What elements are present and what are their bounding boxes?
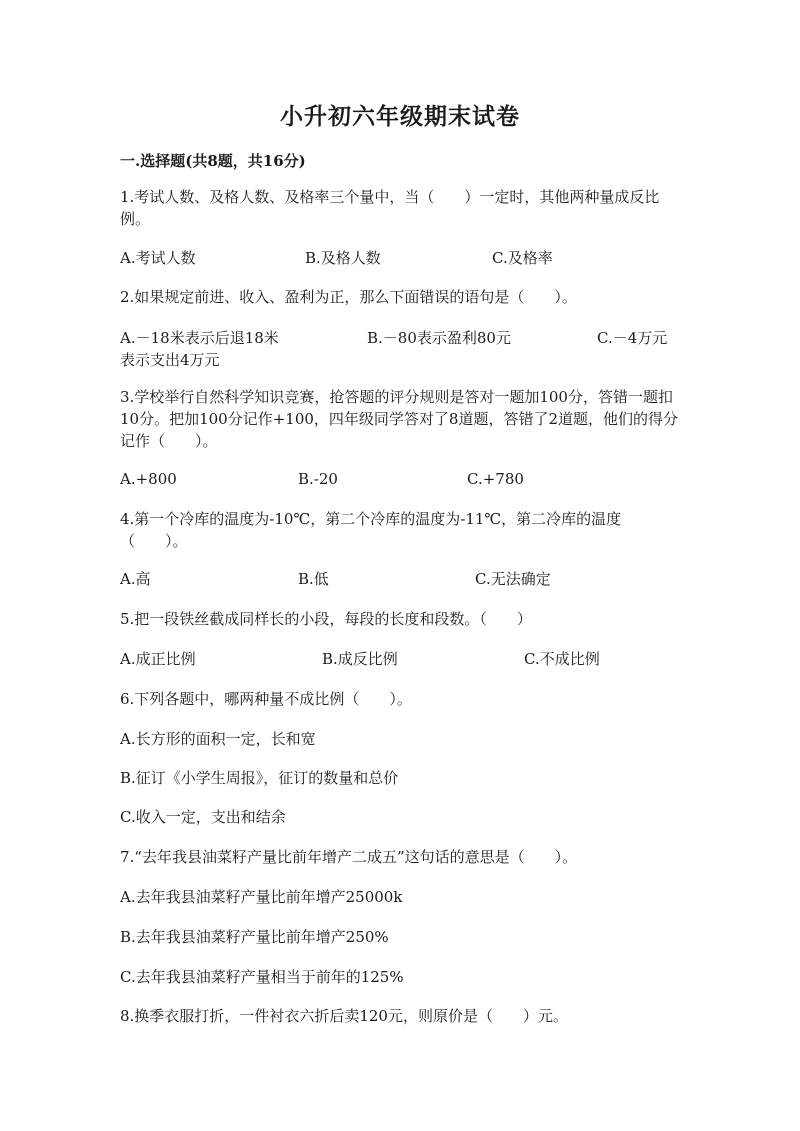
question-4-stem: 4.第一个冷库的温度为-10℃，第二个冷库的温度为-11℃，第二冷库的温度（ ）。 bbox=[120, 510, 622, 550]
section-heading: 一.选择题(共8题，共16分) bbox=[120, 152, 306, 170]
question-6-stem: 6.下列各题中，哪两种量不成比例（ ）。 bbox=[120, 690, 412, 708]
page-title: 小升初六年级期末试卷 bbox=[280, 103, 520, 130]
question-5-option-a[interactable]: A.成正比例 bbox=[120, 650, 196, 668]
question-8-stem: 8.换季衣服打折，一件衬衣六折后卖120元，则原价是（ ）元。 bbox=[120, 1007, 568, 1025]
question-2-option-c-continued: 表示支出4万元 bbox=[120, 351, 220, 369]
question-1-option-b[interactable]: B.及格人数 bbox=[305, 249, 381, 267]
question-7-option-a[interactable]: A.去年我县油菜籽产量比前年增产25000k bbox=[120, 888, 403, 906]
question-2-stem: 2.如果规定前进、收入、盈利为正，那么下面错误的语句是（ ）。 bbox=[120, 288, 577, 306]
question-4-option-b[interactable]: B.低 bbox=[298, 570, 329, 588]
question-6-option-b[interactable]: B.征订《小学生周报》，征订的数量和总价 bbox=[120, 769, 399, 787]
question-3-option-a[interactable]: A.+800 bbox=[120, 470, 177, 488]
question-1-option-c[interactable]: C.及格率 bbox=[492, 249, 553, 267]
question-4-option-a[interactable]: A.高 bbox=[120, 570, 151, 588]
question-5-option-c[interactable]: C.不成比例 bbox=[524, 650, 600, 668]
question-3-stem: 3.学校举行自然科学知识竞赛，抢答题的评分规则是答对一题加100分，答错一题扣10分。把加100分记作+100，四年级同学答对了8道题，答错了2道题，他们的得分记作（ ）。 bbox=[120, 388, 679, 450]
question-2-option-c[interactable]: C.－4万元 bbox=[597, 329, 668, 347]
question-2-option-b[interactable]: B.－80表示盈利80元 bbox=[367, 329, 511, 347]
question-1-option-a[interactable]: A.考试人数 bbox=[120, 249, 196, 267]
question-2-option-a[interactable]: A.－18米表示后退18米 bbox=[120, 329, 279, 347]
question-6-option-a[interactable]: A.长方形的面积一定，长和宽 bbox=[120, 730, 316, 748]
question-7-option-c[interactable]: C.去年我县油菜籽产量相当于前年的125% bbox=[120, 968, 404, 986]
question-3-option-c[interactable]: C.+780 bbox=[467, 470, 524, 488]
question-7-option-b[interactable]: B.去年我县油菜籽产量比前年增产250% bbox=[120, 928, 389, 946]
question-3-option-b[interactable]: B.-20 bbox=[298, 470, 338, 488]
question-6-option-c[interactable]: C.收入一定，支出和结余 bbox=[120, 808, 286, 826]
question-7-stem: 7.“去年我县油菜籽产量比前年增产二成五”这句话的意思是（ ）。 bbox=[120, 848, 578, 866]
question-4-option-c[interactable]: C.无法确定 bbox=[475, 570, 551, 588]
question-1-stem: 1.考试人数、及格人数、及格率三个量中，当（ ）一定时，其他两种量成反比例。 bbox=[120, 188, 660, 228]
question-5-option-b[interactable]: B.成反比例 bbox=[322, 650, 398, 668]
question-5-stem: 5.把一段铁丝截成同样长的小段，每段的长度和段数。（ ） bbox=[120, 610, 532, 628]
